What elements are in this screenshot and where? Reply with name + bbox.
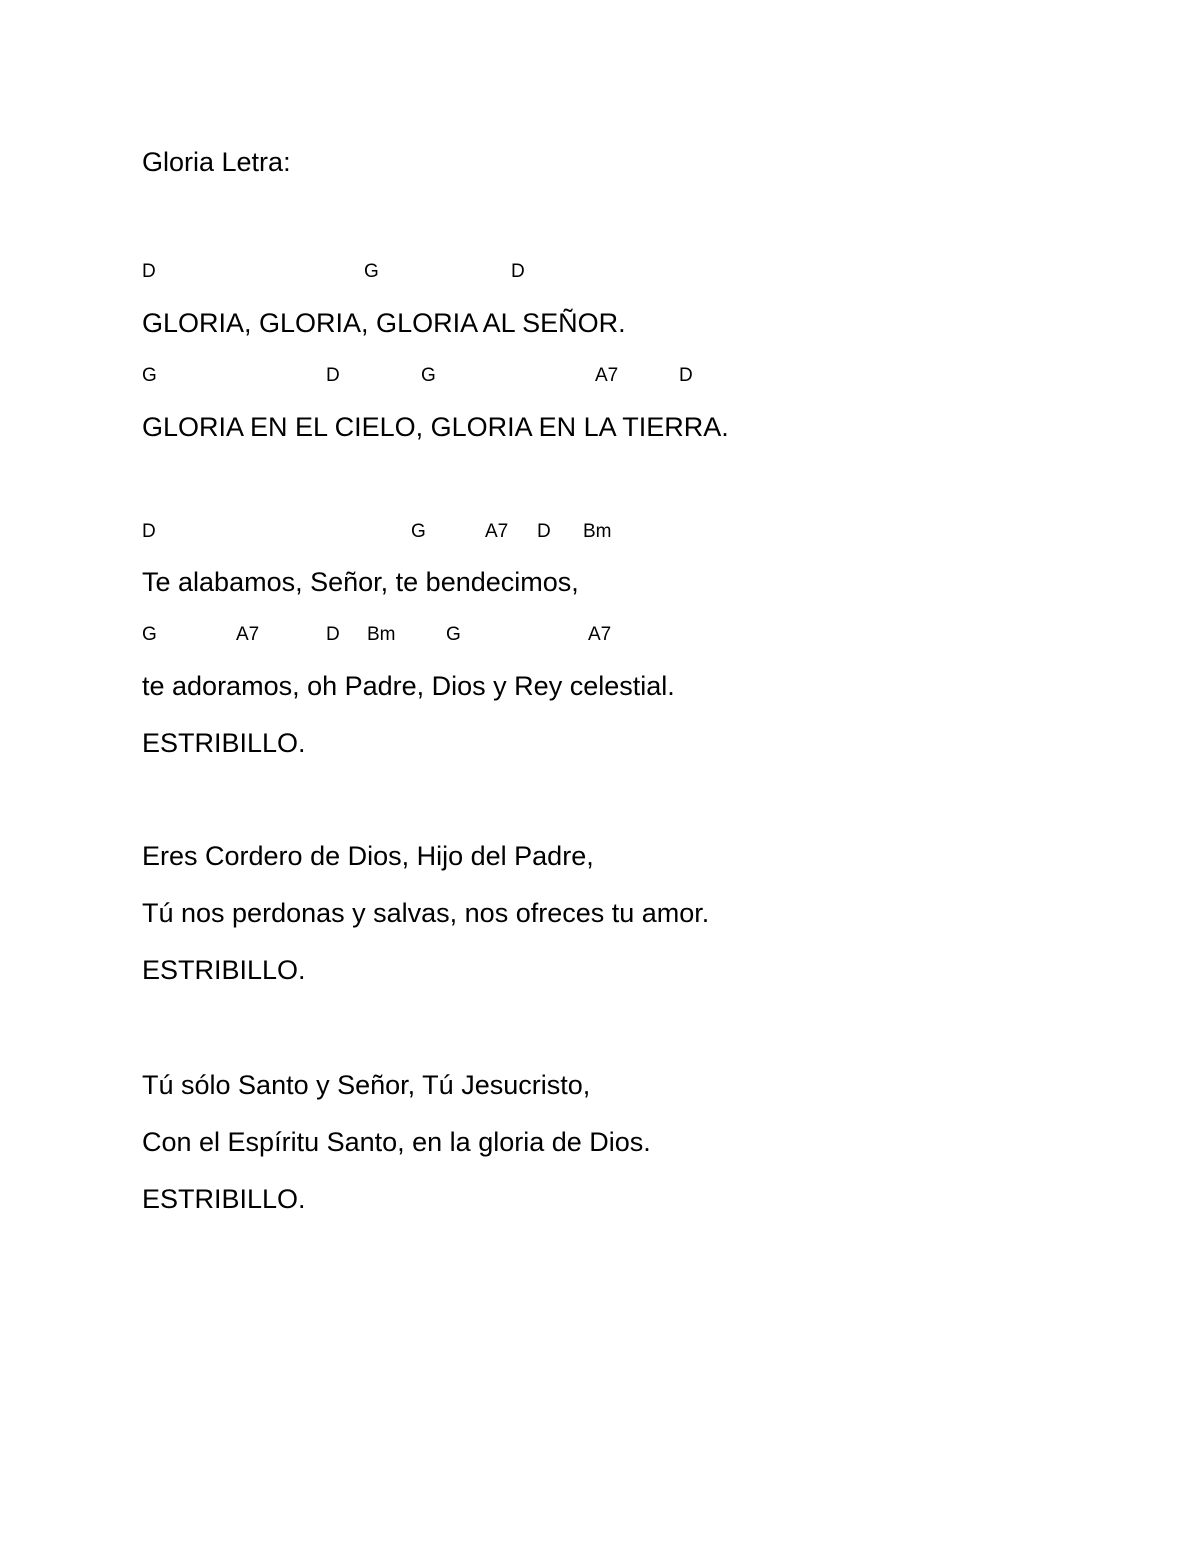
document-title: Gloria Letra:	[142, 147, 291, 177]
chord: D	[142, 261, 156, 282]
lyric-line: GLORIA, GLORIA, GLORIA AL SEÑOR.	[142, 308, 626, 338]
lyric-line: Tú sólo Santo y Señor, Tú Jesucristo,	[142, 1070, 591, 1100]
chord-line	[0, 625, 1200, 647]
chord-line	[0, 522, 1200, 544]
chord: D	[679, 365, 693, 386]
chord: D	[511, 261, 525, 282]
chord: D	[537, 521, 551, 542]
chord: D	[326, 365, 340, 386]
chord: D	[142, 521, 156, 542]
chord: A7	[236, 624, 260, 645]
chord: G	[142, 365, 157, 386]
lyric-line: Te alabamos, Señor, te bendecimos,	[142, 567, 579, 597]
chord: G	[411, 521, 426, 542]
chord: D	[326, 624, 340, 645]
chord: G	[364, 261, 379, 282]
refrain-marker: ESTRIBILLO.	[142, 728, 306, 758]
chord: Bm	[583, 521, 612, 542]
lyric-line: te adoramos, oh Padre, Dios y Rey celestial.	[142, 671, 675, 701]
chord-line	[0, 262, 1200, 284]
chord: G	[446, 624, 461, 645]
chord: A7	[595, 365, 619, 386]
chord: G	[421, 365, 436, 386]
lyric-line: Tú nos perdonas y salvas, nos ofreces tu amor.	[142, 898, 710, 928]
refrain-marker: ESTRIBILLO.	[142, 1184, 306, 1214]
refrain-marker: ESTRIBILLO.	[142, 955, 306, 985]
lyric-line: Con el Espíritu Santo, en la gloria de Dios.	[142, 1127, 651, 1157]
lyric-line: Eres Cordero de Dios, Hijo del Padre,	[142, 841, 594, 871]
chord: A7	[588, 624, 612, 645]
chord: Bm	[367, 624, 396, 645]
lyric-line: GLORIA EN EL CIELO, GLORIA EN LA TIERRA.	[142, 412, 729, 442]
chord: G	[142, 624, 157, 645]
chord: A7	[485, 521, 509, 542]
chord-line	[0, 366, 1200, 388]
